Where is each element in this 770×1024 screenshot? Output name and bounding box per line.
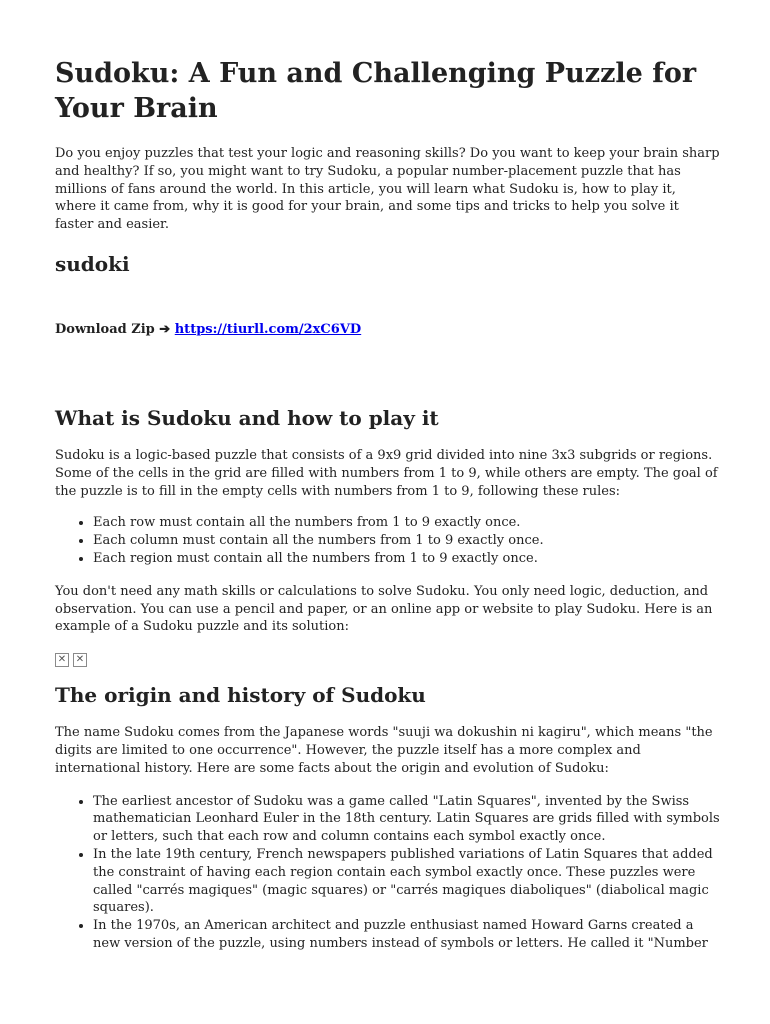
list-item: • Each column must contain all the numbers from 1 to 9 exactly once. [93,532,720,550]
history-list [55,793,720,953]
heading-origin: The origin and history of Sudoku [55,683,426,708]
what-is-paragraph: Sudoku is a logic-based puzzle that consists of a 9x9 grid divided into nine 3x3 subgrids or regions. Some of the cells in the grid are filled with numbers from 1 to 9, while others are empty. The goal of the puzzle is to fill in the empty cells with numbers from 1 to 9, following these rules: [55,447,718,499]
download-link[interactable]: https://tiurll.com/2xC6VD [174,321,362,337]
download-line [55,321,720,339]
download-label: Download Zip [55,321,155,337]
page-title: Sudoku: A Fun and Challenging Puzzle for Your Brain [55,58,697,124]
example-images [55,653,720,667]
list-item: • In the 1970s, an American architect and puzzle enthusiast named Howard Garns created a new version of the puzzle, using numbers instead of symbols or letters. He called it "Number [93,917,720,953]
list-item: • Each region must contain all the numbers from 1 to 9 exactly once. [93,550,720,568]
rules-list [55,514,720,567]
heading-what-is-sudoku: What is Sudoku and how to play it [55,405,439,430]
broken-image-icon: ✕ [55,653,69,667]
list-item: • The earliest ancestor of Sudoku was a game called "Latin Squares", invented by the Swiss mathematician Leonhard Euler in the 18th century. Latin Squares are grids filled with symbols or letters, such that each row and column contains each symbol exactly once. [93,793,720,846]
origin-paragraph: The name Sudoku comes from the Japanese words "suuji wa dokushin ni kagiru", which means "the digits are limited to one occurrence". However, the puzzle itself has a more complex and international history. Here are some facts about the origin and evolution of Sudoku: [55,725,713,776]
list-item: • Each row must contain all the numbers from 1 to 9 exactly once. [93,514,720,532]
subheading-sudoki: sudoki [55,251,130,276]
list-item: • In the late 19th century, French newspapers published variations of Latin Squares that added the constraint of having each region contain each symbol exactly once. These puzzles were called "carrés magiques" (magic squares) or "carrés magiques diaboliques" (diabolical magic squares). [93,846,720,917]
broken-image-icon: ✕ [73,653,87,667]
article [55,0,720,953]
arrow-icon: ➔ [159,321,171,337]
intro-paragraph: Do you enjoy puzzles that test your logic and reasoning skills? Do you want to keep your brain sharp and healthy? If so, you might want to try Sudoku, a popular number-placement puzzle that has millions of fans around the world. In this article, you will learn what Sudoku is, how to play it, where it came from, why it is good for your brain, and some tips and tricks to help you solve it faster and easier. [55,146,720,233]
play-paragraph: You don't need any math skills or calculations to solve Sudoku. You only need logic, deduction, and observation. You can use a pencil and paper, or an online app or website to play Sudoku. Here is an example of a Sudoku puzzle and its solution: [55,583,713,635]
